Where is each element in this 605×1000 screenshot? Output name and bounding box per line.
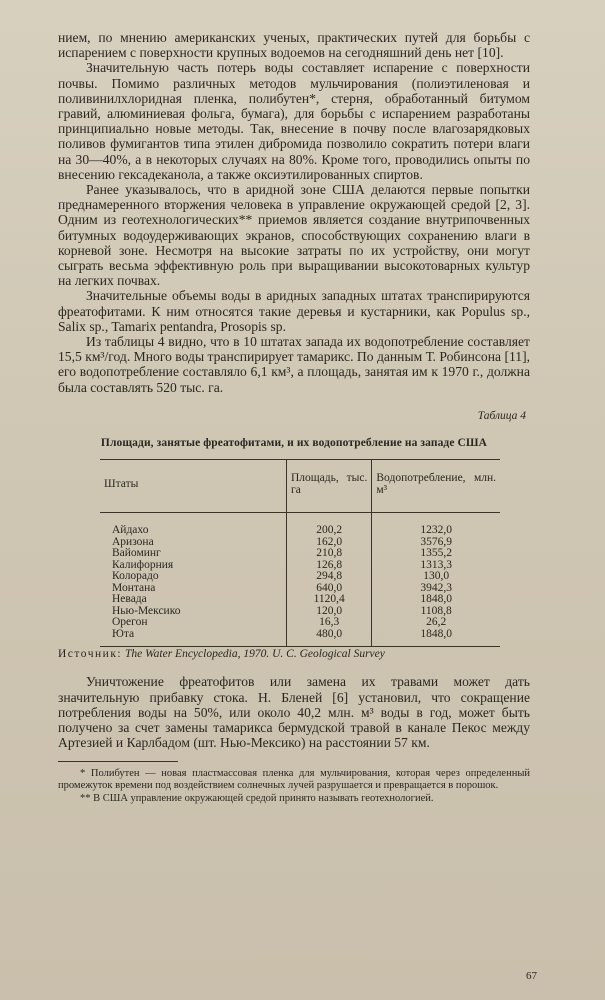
water-cell: 1355,2 (372, 548, 500, 560)
state-cell: Орегон (112, 616, 148, 629)
area-cell: 200,2 (287, 513, 372, 537)
area-cell: 1120,4 (287, 594, 372, 606)
paragraph-after-table: Уничтожение фреатофитов или замена их травами может дать значительную прибавку стока. Н. Бленей [6] установил, что сокращение потребления воды на 50%, или около 40,2 млн. м³ воды в год, может быть получено за счет замены тамарикса бермудской травой в канале Пекос между Артезией и Карлбадом (шт. Нью-Мексико) на расстоянии 57 км. (58, 674, 530, 751)
state-cell: Аризона (112, 535, 154, 548)
state-cell: Калифорния (112, 558, 174, 571)
area-cell: 210,8 (287, 548, 372, 560)
water-cell: 1313,3 (372, 560, 500, 572)
table-label: Таблица 4 (477, 409, 526, 422)
water-cell: 3576,9 (372, 537, 500, 549)
paragraph-3: Ранее указывалось, что в аридной зоне США делаются первые попытки преднамеренного вторжения человека в управление окружающей средой [2, 3]. Одним из геотехнологических** приемов является создание внутрипочвенных битумных водоудерживающих экранов, способствующих сохранению влаги в корневой зоне. Несмотря на высокие затраты по их устройству, они могут сыграть весьма эффективную роль при выращивании высокотоварных культур на легких почвах. (58, 182, 530, 289)
water-cell: 1848,0 (372, 629, 500, 647)
footnote-2: ** В США управление окружающей средой принято называть геотехнологией. (80, 792, 434, 804)
source-text: The Water Encyclopedia, 1970. U. C. Geological Survey (125, 648, 385, 661)
water-cell: 1848,0 (372, 594, 500, 606)
area-cell: 480,0 (287, 629, 372, 647)
col-header-state: Штаты (100, 460, 287, 513)
col-header-water: Водопотребление, млн. м³ (372, 460, 500, 513)
col-header-area: Площадь, тыс. га (287, 460, 372, 513)
paragraph-4: Значительные объемы воды в аридных западных штатах транспирируются фреатофитами. К ним относятся такие деревья и кустарники, как Populus sp., Salix sp., Tamarix pentandra, Prosopis sp. (58, 288, 530, 334)
state-cell: Вайоминг (112, 547, 161, 560)
paragraph-2: Значительную часть потерь воды составляет испарение с поверхности почвы. Помимо различных методов мульчирования (полиэтиленовая и поливинилхлоридная пленка, полибутен*, стерня, обработанный битумом гравий, алюминиевая фольга, бумага), для борьбы с испарением разработаны принципиально новые методы. Так, внесение в почву после влагозарядковых поливов фумигантов типа этилен дибромида позволило сократить потери влаги на 30—40%, а в некоторых случаях на 80%. Кроме того, проводились опыты по внесению гексадеканола, а также оксиэтилированных спиртов. (58, 60, 530, 182)
page-number: 67 (526, 970, 537, 982)
state-cell: Нью-Мексико (112, 604, 181, 617)
area-cell: 120,0 (287, 606, 372, 618)
water-cell: 26,2 (372, 617, 500, 629)
text-column (58, 30, 530, 805)
footnote-divider (58, 761, 178, 762)
state-cell: Айдахо (112, 524, 149, 537)
state-cell: Монтана (112, 581, 156, 594)
area-cell: 162,0 (287, 537, 372, 549)
phreatophyte-table (100, 459, 500, 647)
water-cell: 130,0 (372, 571, 500, 583)
area-cell: 294,8 (287, 571, 372, 583)
table-title: Площади, занятые фреатофитами, и их водопотребление на западе США (100, 437, 488, 450)
paragraph-5: Из таблицы 4 видно, что в 10 штатах запада их водопотребление составляет 15,5 км³/год. Много воды транспирирует тамарикс. По данным Т. Робинсона [11], его водопотребление составляло 6,1 км³, а площадь, занятая им к 1970 г., должна была составлять 520 тыс. га. (58, 334, 530, 395)
paragraph-1: нием, по мнению американских ученых, практических путей для борьбы с испарением с поверхности крупных водоемов на сегодняшний день нет [10]. (58, 30, 530, 61)
footnotes (58, 768, 530, 806)
state-cell: Юта (100, 629, 287, 647)
footnote-1: * Полибутен — новая пластмассовая пленка для мульчирования, которая через определенный промежуток времени под воздействием солнечных лучей разрушается и превращается в порошок. (58, 767, 530, 791)
area-cell: 640,0 (287, 583, 372, 595)
source-label: Источник: (58, 648, 123, 661)
water-cell: 1108,8 (372, 606, 500, 618)
table-row (100, 513, 500, 537)
state-cell: Невада (112, 593, 147, 606)
water-cell: 1232,0 (372, 513, 500, 537)
area-cell: 16,3 (287, 617, 372, 629)
area-cell: 126,8 (287, 560, 372, 572)
table-row (100, 629, 500, 647)
state-cell: Колорадо (112, 570, 159, 583)
water-cell: 3942,3 (372, 583, 500, 595)
table-source (58, 647, 530, 662)
